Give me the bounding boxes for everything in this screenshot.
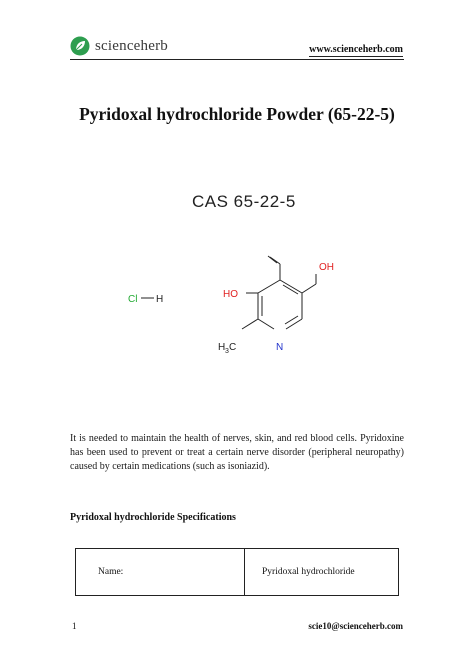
header-divider (70, 59, 404, 60)
cas-label: CAS 65-22-5 (192, 192, 296, 211)
specifications-heading: Pyridoxal hydrochloride Specifications (70, 512, 236, 523)
aldehyde-group (268, 256, 280, 280)
hydroxymethyl-group (302, 274, 316, 293)
methyl-c: C (229, 342, 237, 353)
footer-email[interactable]: scie10@scienceherb.com (308, 621, 403, 631)
methyl-subscript: 3 (225, 348, 229, 355)
brand-name: scienceherb (95, 37, 168, 54)
brand-logo (70, 34, 168, 58)
methyl-h: H (218, 342, 226, 353)
pyridine-ring (258, 280, 302, 329)
specifications-table (75, 548, 399, 596)
hydroxyl-label: HO (223, 289, 238, 300)
spec-value-cell: Pyridoxal hydrochloride (245, 549, 399, 596)
intro-paragraph: It is needed to maintain the health of nerves, skin, and red blood cells. Pyridoxine has been used to prevent or treat a certain nerve disorder (peripheral neuropathy) caused by certain medications (such as isoniazid). (70, 433, 404, 472)
document-title: Pyridoxal hydrochloride Powder (65-22-5) (79, 104, 395, 124)
side-hydroxyl-label: OH (319, 262, 334, 273)
website-url[interactable]: www.scienceherb.com (309, 44, 403, 55)
hydrogen-atom: H (156, 294, 164, 305)
leaf-logo-icon (70, 36, 90, 56)
table-row (76, 549, 399, 596)
spec-name-cell: Name: (76, 549, 245, 596)
chlorine-atom: Cl (128, 294, 138, 305)
ring-nitrogen: N (276, 342, 284, 353)
page-number: 1 (72, 621, 77, 631)
methyl-bond (242, 319, 258, 329)
chemical-structure-image (120, 178, 360, 364)
